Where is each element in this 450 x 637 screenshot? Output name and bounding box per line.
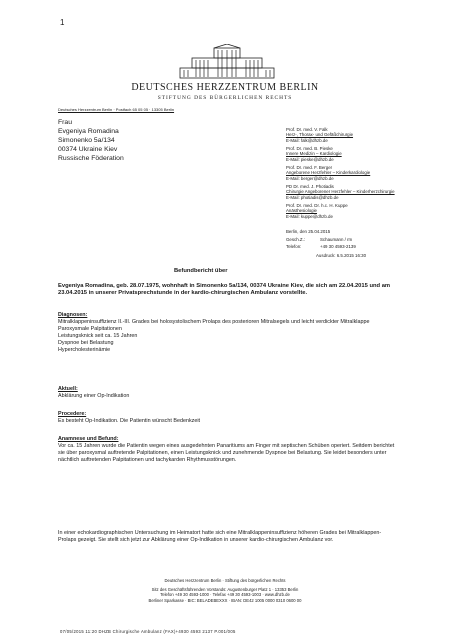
staff-email: E-Mail: kuppe@dhzb.de [286,213,333,219]
procedure-section [58,411,398,425]
phone-value: +49 30 4593-2139 [320,244,356,250]
current-section [58,386,398,400]
staff-name: Prof. Dr. med. F. Berger [286,165,333,171]
staff-email: E-Mail: falk@dhzb.de [286,137,328,143]
fax-header-line: 07/05/2015 11:20 DHZB Chirurgische Ambulanz (FAX)+4930 4593 2137 P.001/005 [60,629,236,634]
history-section [58,436,398,464]
staff-email: E-Mail: pieske@dhzb.de [286,156,334,162]
page-number: 1 [60,18,65,27]
printed-timestamp: Ausdruck: 6.5.2015 16:30 [316,252,367,258]
sender-line: Deutsches Herzzentrum Berlin · Postfach 65 05 05 · 13305 Berlin [58,107,175,112]
recipient-line: 00374 Ukraine Kiev [58,146,118,153]
phone-label: Telefon: [286,244,302,250]
staff-name: Prof. Dr. med. V. Falk [286,127,328,132]
staff-entry [286,165,446,181]
diagnoses-section [58,312,398,354]
staff-role: Anästhesiologie [286,208,318,214]
staff-entry [286,203,446,219]
staff-name: Prof. Dr. med. Dr. h.c. H. Kuppe [286,203,348,209]
reference-row [286,237,446,242]
org-subtitle: STIFTUNG DES BÜRGERLICHEN RECHTS [157,95,293,101]
footer-line: Sitz des Geschäftsführenden Vorstands: Augustenburger Platz 1 · 13353 Berlin [151,586,299,592]
recipient-line: Simonenko 5a/134 [58,137,115,144]
staff-email: E-Mail: photiadis@dhzb.de [286,194,339,200]
diagnosis-item: Mitralklappeninsuffizienz II.-III. Grades bei holosystolischem Prolaps des posterioren Mitralsegels und leicht verdickter Mitralklappe [58,319,370,325]
diagnoses-label: Diagnosen: [58,312,88,318]
staff-entry [286,146,446,162]
staff-name: PD Dr. med. J. Photiadis [286,184,334,190]
staff-entry [286,184,446,200]
current-label: Aktuell: [58,386,78,392]
building-logo [178,44,276,80]
staff-role: Innere Medizin – Kardiologie [286,151,342,157]
recipient-address [58,118,124,163]
intro-paragraph: Evgeniya Romadina, geb. 28.07.1975, wohnhaft in Simonenko 5a/134, 00374 Ukraine Kiev, die sich am 22.04.2015 und am 23.04.2015 in unserer Privatsprechstunde in der kardio-chirurgischen Ambulanz vorstellte. [58,283,391,297]
staff-email: E-Mail: berger@dhzb.de [286,175,334,181]
diagnosis-item: Dyspnoe bei Belastung [58,340,114,346]
staff-role: Herz-, Thorax- und Gefäßchirurgie [286,132,354,138]
procedure-label: Procedere: [58,411,87,417]
report-heading: Befundbericht über [174,268,228,274]
recipient-line: Russische Föderation [58,155,124,162]
current-text: Abklärung einer Op-Indikation [58,393,130,399]
reference-value: Schaumann / rm [320,236,353,242]
footer-line: Berliner Sparkasse · BIC: BELADEBEXXX · IBAN: DE42 1005 0000 0310 0600 00 [148,597,302,603]
staff-list [286,127,446,258]
phone-row [286,244,446,249]
staff-name: Prof. Dr. med. B. Pieske [286,146,333,152]
diagnosis-item: Paroxysmale Palpitationen [58,326,122,332]
org-name: DEUTSCHES HERZZENTRUM BERLIN [131,82,319,93]
footer-line: Telefon +49 30 4593-1000 · Telefax +49 30 4593-1003 · www.dhzb.de [160,592,290,598]
history-text: Vor ca. 15 Jahren wurde die Patientin wegen eines ausgedehnten Panaritiums am Finger mit septischen Schüben operiert. Seitdem berichtet sie über paroxysmal auftretende Palpitationen, einen Leistungsknick und zunehmende Dyspnoe bei Belastung. Sie leidet besonders unter nächtlich auftretenden Palpitationen und tachykarden Rhythmusstörungen. [58,443,395,463]
recipient-line: Frau [58,119,72,126]
date-line: Berlin, den 25.04.2015 [286,229,331,235]
echo-paragraph: In einer echokardiographischen Untersuchung im Heimatort hatte sich eine Mitralklappeninsuffizienz höheren Grades bei Mitralklappen-Prolaps gezeigt. Sie stellt sich jetzt zur Abklärung einer Op-Indikation in unserer kardio-chirurgischen Ambulanz vor. [58,530,382,543]
diagnosis-item: Leistungsknick seit ca. 15 Jahren [58,333,138,339]
staff-entry [286,127,446,143]
procedure-text: Es besteht Op-Indikation. Die Patientin wünscht Bedenkzeit [58,418,201,424]
staff-role: Angeborene Herzfehler – Kinderkardiologie [286,170,371,176]
staff-role: Chirurgie Angeborener Herzfehler – Kinderherzchirurgie [286,189,395,195]
reference-label: Gesch.Z.: [286,236,306,242]
diagnosis-item: Hypercholesterinämie [58,347,111,353]
footer-line: Deutsches Herzzentrum Berlin · Stiftung des bürgerlichen Rechts [164,578,286,583]
recipient-line: Evgeniya Romadina [58,128,119,135]
footer [0,578,450,603]
history-label: Anamnese und Befund: [58,436,119,442]
